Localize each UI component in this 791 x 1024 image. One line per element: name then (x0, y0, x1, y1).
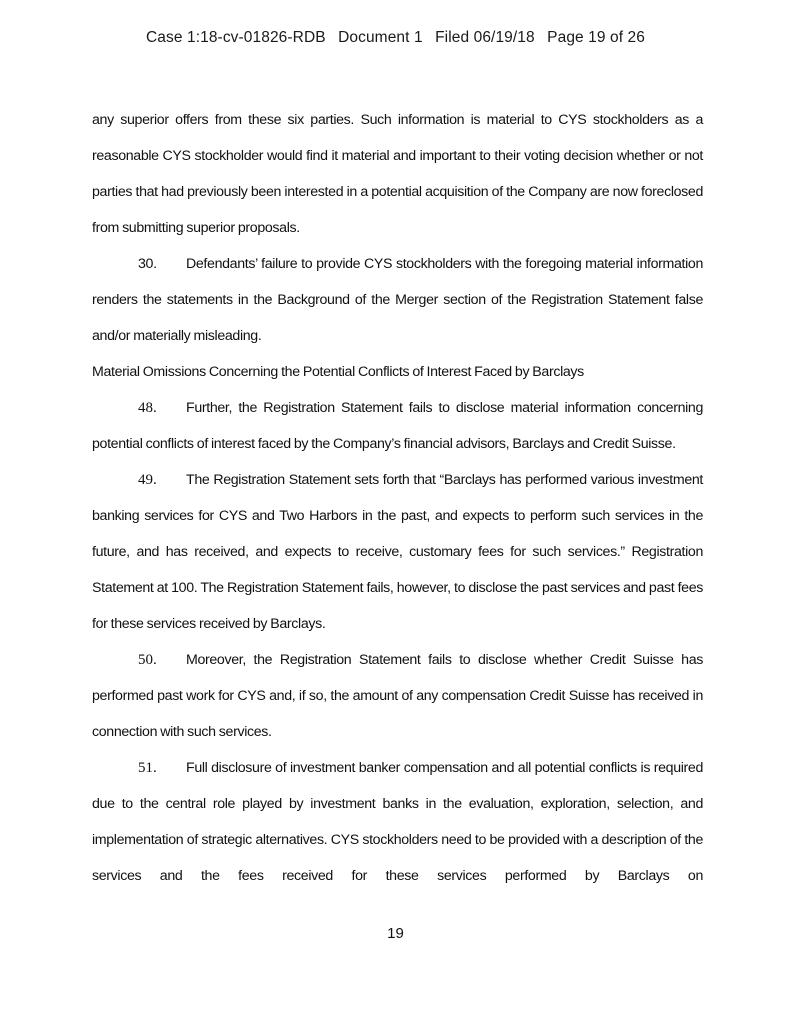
section-heading: Material Omissions Concerning the Potential Conflicts of Interest Faced by Barclays (92, 364, 584, 380)
page-number: 19 (387, 925, 404, 942)
paragraph-number: 48. (138, 400, 157, 416)
paragraph-text: any superior offers from these six parties. Such information is material to CYS stockholders as a reasonable CYS stockholder would find it material and important to their voting decision whether or not parties that had previously been interested in a potential acquisition of the Company are now foreclosed from submitting superior proposals. (92, 112, 703, 236)
paragraph-number: 51. (138, 760, 157, 776)
paragraph-text: Further, the Registration Statement fails to disclose material information concerning potential conflicts of interest faced by the Company’s financial advisors, Barclays and Credit Suisse. (92, 400, 703, 452)
paragraph-number: 49. (138, 472, 157, 488)
page-indicator: Page 19 of 26 (547, 29, 645, 46)
case-header (0, 29, 791, 47)
document-number: Document 1 (338, 29, 423, 46)
paragraph-text: The Registration Statement sets forth that “Barclays has performed various investment banking services for CYS and Two Harbors in the past, and expects to perform such services in the future, and has received, and expects to receive, customary fees for such services.” Registration Statement at 100. The Registration Statement fails, however, to disclose the past services and past fees for these services received by Barclays. (92, 472, 703, 632)
paragraph-50 (92, 642, 703, 750)
case-number: Case 1:18-cv-01826-RDB (146, 29, 326, 46)
paragraph-51 (92, 750, 703, 894)
paragraph-number: 50. (138, 652, 157, 668)
paragraph-text: Full disclosure of investment banker compensation and all potential conflicts is required due to the central role played by investment banks in the evaluation, exploration, selection, and implementation of strategic alternatives. CYS stockholders need to be provided with a description of the services and the fees received for these services performed by Barclays on (92, 760, 703, 884)
paragraph-text: Moreover, the Registration Statement fails to disclose whether Credit Suisse has performed past work for CYS and, if so, the amount of any compensation Credit Suisse has received in connection with such services. (92, 652, 703, 740)
paragraph-continuation (92, 102, 703, 246)
document-body (92, 102, 703, 894)
paragraph-number: 30. (138, 256, 157, 272)
paragraph-30 (92, 246, 703, 354)
paragraph-48 (92, 390, 703, 462)
filed-date: Filed 06/19/18 (435, 29, 535, 46)
paragraph-49 (92, 462, 703, 642)
paragraph-text: Defendants’ failure to provide CYS stockholders with the foregoing material information renders the statements in the Background of the Merger section of the Registration Statement false and/or materially misleading. (92, 256, 703, 344)
